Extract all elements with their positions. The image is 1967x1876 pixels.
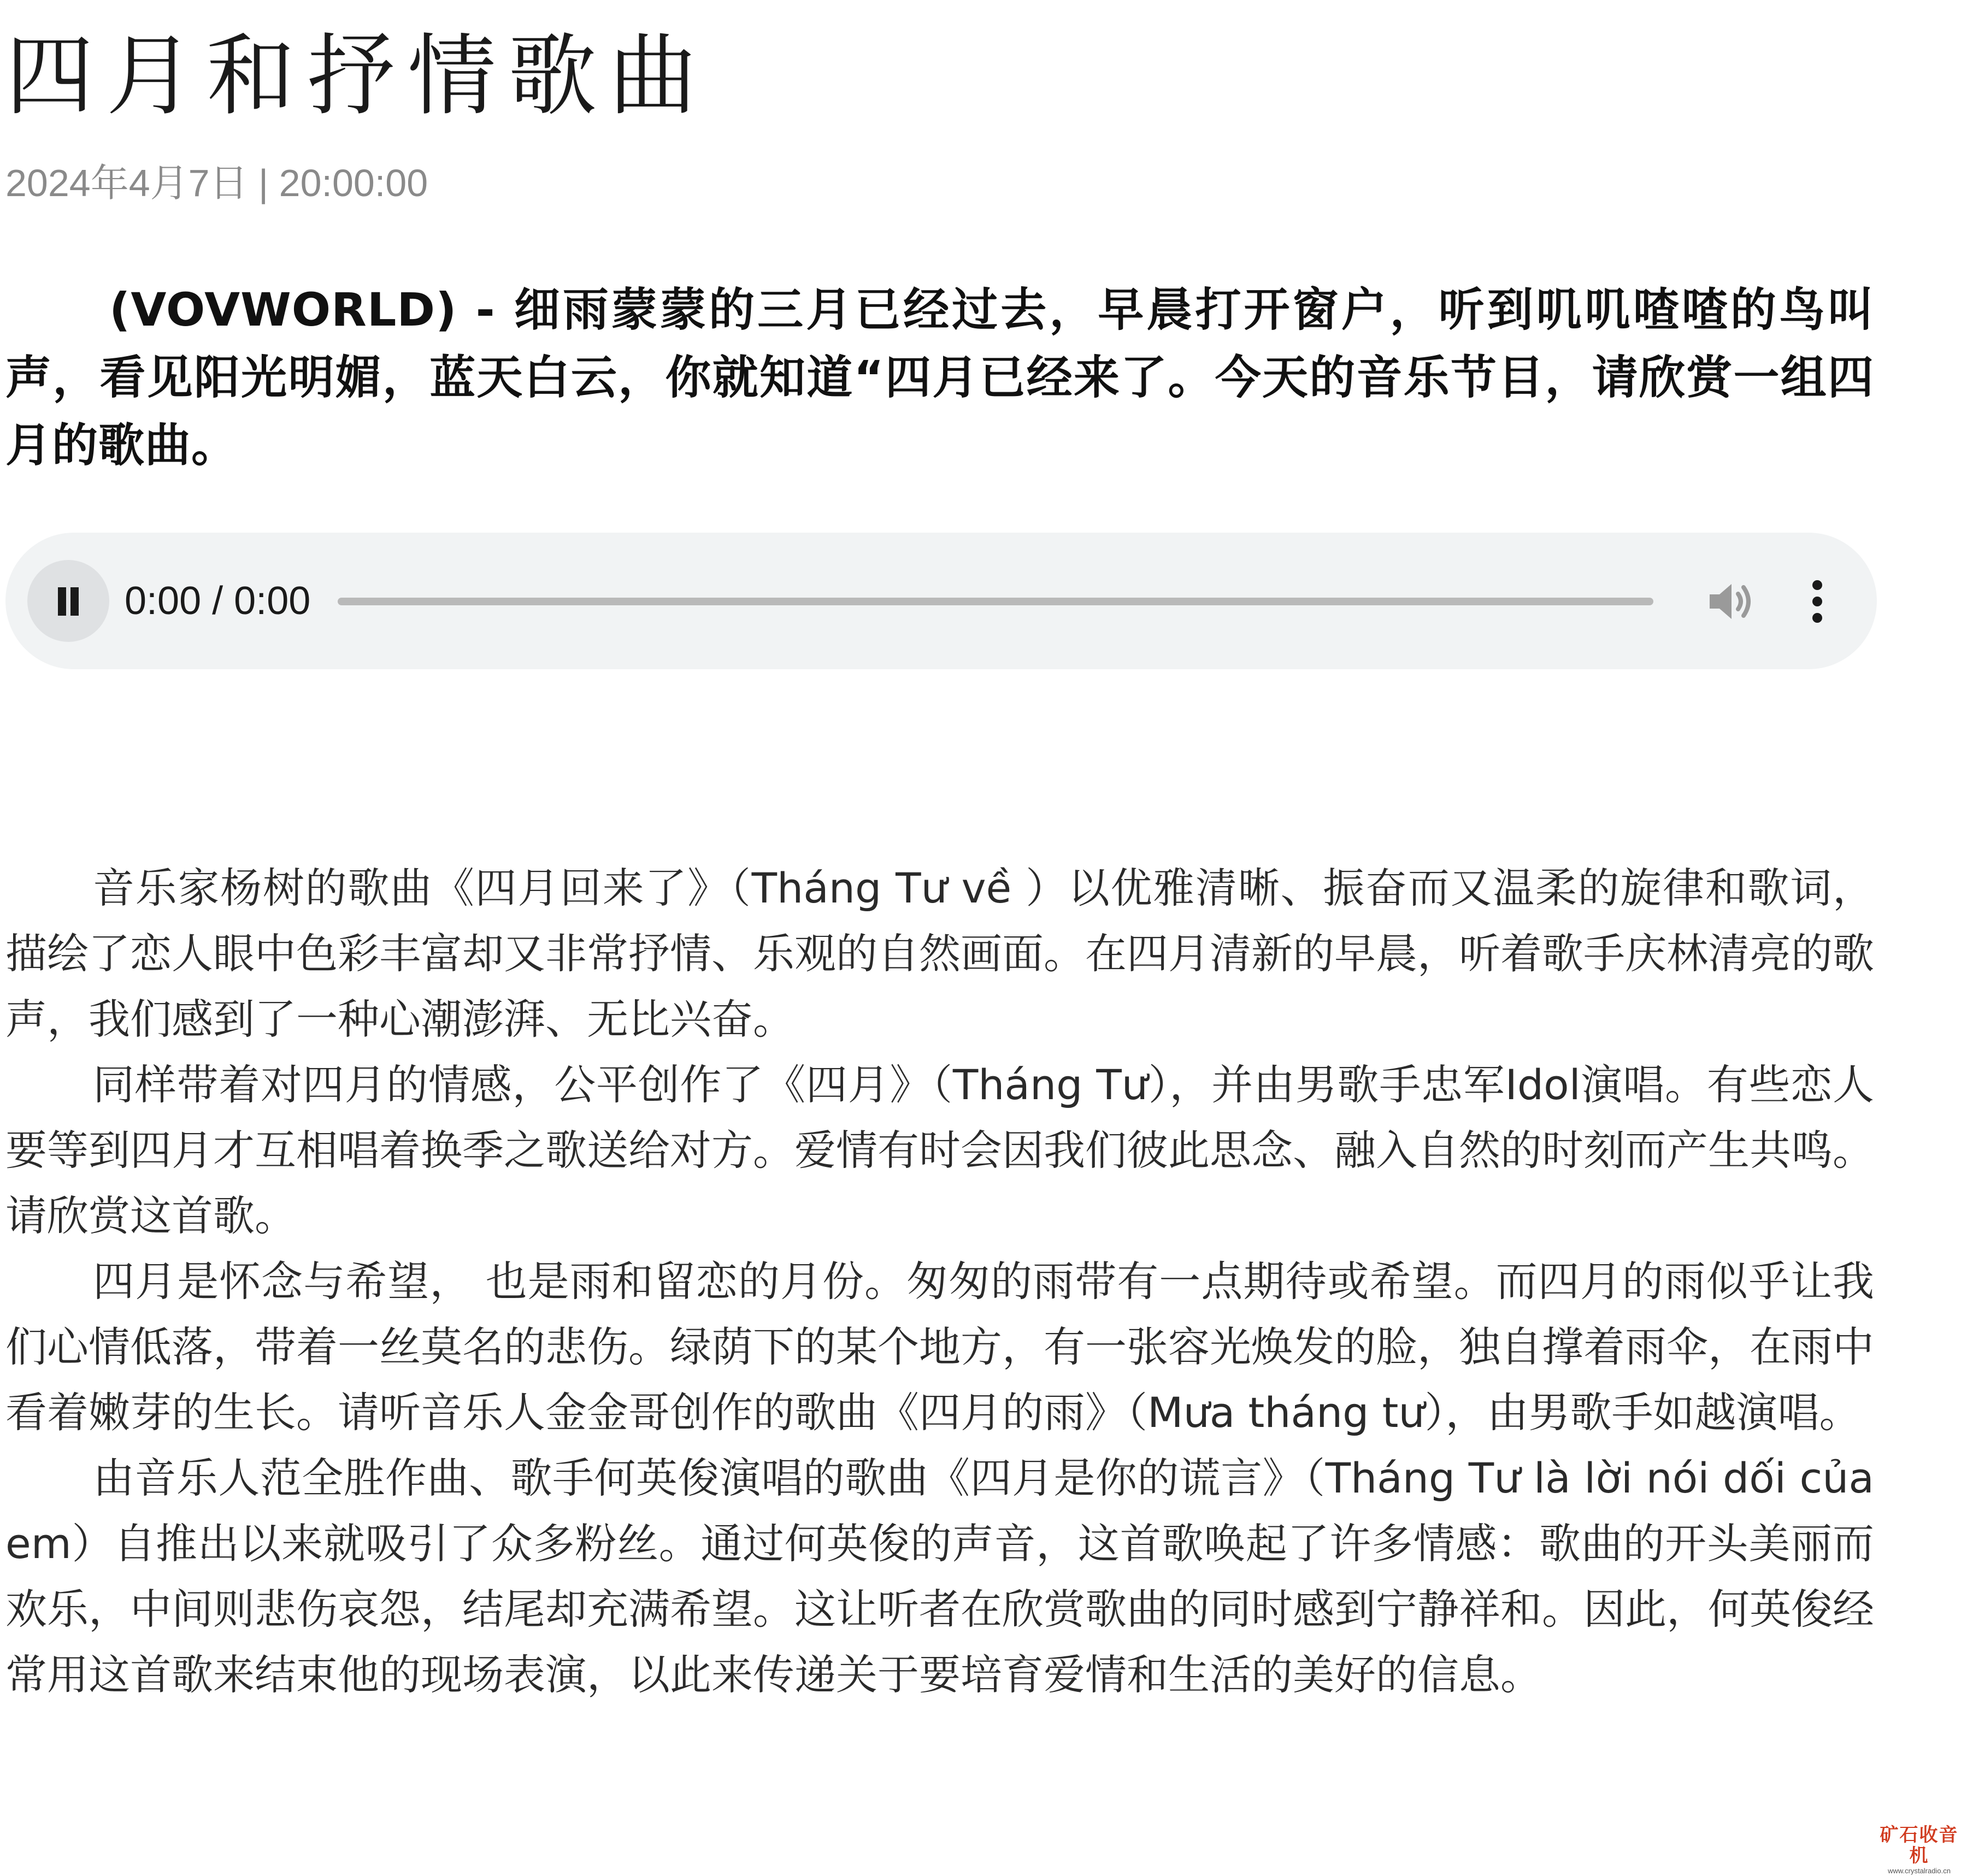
watermark-url: www.crystalradio.cn bbox=[1888, 1867, 1951, 1875]
paragraph: 音乐家杨树的歌曲《四月回来了》（Tháng Tư về ）以优雅清晰、振奋而又温柔的旋律和歌词，描绘了恋人眼中色彩丰富却又非常抒情、乐观的自然画面。在四月清新的早晨，听着歌手庆林清亮的歌声，我们感到了一种心潮澎湃、无比兴奋。 bbox=[5, 864, 1874, 1043]
audio-time: 0:00 / 0:00 bbox=[125, 579, 311, 623]
more-vert-icon bbox=[1801, 574, 1834, 629]
pause-icon bbox=[58, 587, 66, 616]
pause-icon-bar bbox=[70, 587, 79, 616]
play-pause-button[interactable] bbox=[27, 560, 109, 642]
page-title: 四月和抒情歌曲 bbox=[5, 25, 709, 128]
article-lead: (VOVWORLD) - 细雨蒙蒙的三月已经过去，早晨打开窗户，听到叽叽喳喳的鸟叫声，看见阳光明媚，蓝天白云，你就知道“四月已经来了。今天的音乐节目，请欣赏一组四月的歌曲。 bbox=[5, 283, 1874, 472]
paragraph: 四月是怀念与希望， 也是雨和留恋的月份。匆匆的雨带有一点期待或希望。而四月的雨似乎让我们心情低落，带着一丝莫名的悲伤。绿荫下的某个地方，有一张容光焕发的脸，独自撑着雨伞，在雨中看着嫩芽的生长。请听音乐人金金哥创作的歌曲《四月的雨》（Mưa tháng tư），由男歌手如越演唱。 bbox=[5, 1257, 1874, 1437]
audio-progress-bar[interactable] bbox=[338, 598, 1653, 605]
audio-player bbox=[5, 533, 1877, 669]
article-body bbox=[5, 856, 1874, 1708]
paragraph: 由音乐人范全胜作曲、歌手何英俊演唱的歌曲《四月是你的谎言》（Tháng Tư là lời nói dối của em）自推出以来就吸引了众多粉丝。通过何英俊的声音，这首歌唤起了许多情感：歌曲的开头美丽而欢乐，中间则悲伤哀怨，结尾却充满希望。这让听者在欣赏歌曲的同时感到宁静祥和。因此，何英俊经常用这首歌来结束他的现场表演，以此来传递关于要培育爱情和生活的美好的信息。 bbox=[5, 1454, 1874, 1699]
volume-icon bbox=[1707, 580, 1757, 623]
more-options-button[interactable] bbox=[1801, 574, 1834, 629]
site-watermark bbox=[1874, 1824, 1964, 1875]
publish-date: 2024年4月7日 | 20:00:00 bbox=[5, 162, 428, 204]
volume-button[interactable] bbox=[1707, 580, 1757, 623]
paragraph: 同样带着对四月的情感，公平创作了《四月》（Tháng Tư），并由男歌手忠军Idol演唱。有些恋人要等到四月才互相唱着换季之歌送给对方。爱情有时会因我们彼此思念、融入自然的时刻而产生共鸣。请欣赏这首歌。 bbox=[5, 1060, 1874, 1240]
watermark-title: 矿石收音机 bbox=[1880, 1824, 1959, 1867]
